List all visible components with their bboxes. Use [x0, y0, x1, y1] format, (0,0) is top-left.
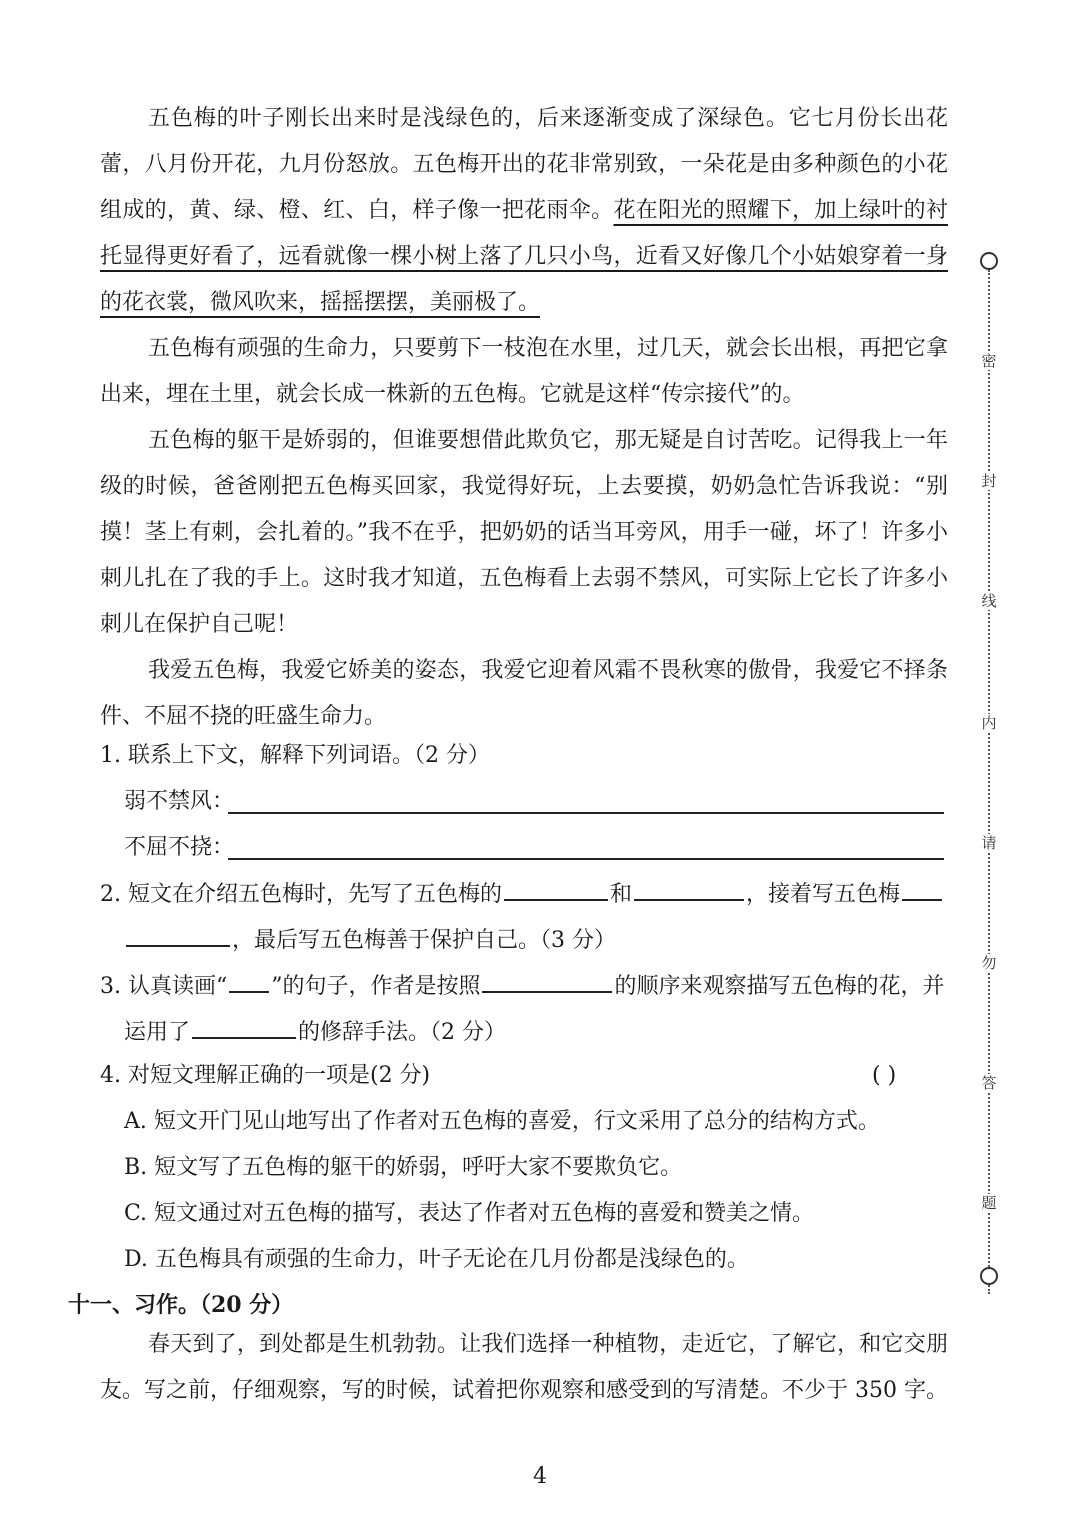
- question-3-text-5: 的修辞手法。（2 分）: [298, 1020, 507, 1045]
- question-3-line-2: [124, 1015, 506, 1048]
- seal-char-4: 内: [978, 714, 1000, 732]
- question-2-text-3: ，接着写五色梅: [746, 882, 901, 907]
- question-4-option-a: A. 短文开门见山地写出了作者对五色梅的喜爱，行文采用了总分的结构方式。: [124, 1109, 880, 1134]
- seal-char-1: 密: [978, 352, 1000, 370]
- seal-circle-top-icon: [980, 252, 998, 270]
- underlined-sentence: 花在阳光的照耀下，加上绿叶的衬托显得更好看了，远看就像一棵小树上落了几只小鸟，近看又好像几个小姑娘穿着一身的花衣裳，微风吹来，摇摇摆摆，美丽极了。: [100, 198, 948, 315]
- passage-paragraph-3: 五色梅的躯干是娇弱的，但谁要想借此欺负它，那无疑是自讨苦吃。记得我上一年级的时候，爸爸刚把五色梅买回家，我觉得好玩，上去要摸，奶奶急忙告诉我说：“别摸！茎上有刺，会扎着的。”我不在乎，把奶奶的话当耳旁风，用手一碰，坏了！许多小刺儿扎在了我的手上。这时我才知道，五色梅看上去弱不禁风，可实际上它长了许多小刺儿在保护自己呢！: [100, 428, 948, 637]
- question-2-blank-1[interactable]: [504, 877, 608, 901]
- section-11-prompt: 春天到了，到处都是生机勃勃。让我们选择一种植物，走近它，了解它，和它交朋友。写之前，仔细观察，写的时候，试着把你观察和感受到的写清楚。不少于 350 字。: [100, 1332, 948, 1403]
- question-3-text-2: ”的句子，作者是按照: [271, 974, 481, 999]
- question-1-term-2: 不屈不挠：: [124, 835, 235, 860]
- seal-char-2: 封: [978, 472, 1000, 490]
- seal-char-6: 勿: [978, 954, 1000, 972]
- seal-char-7: 答: [978, 1074, 1000, 1092]
- question-1-stem: 1. 联系上下文，解释下列词语。（2 分）: [100, 743, 490, 768]
- seal-dotted-line: [988, 270, 990, 1294]
- question-2-blank-3a[interactable]: [902, 877, 942, 901]
- question-2-line-2: [124, 923, 616, 956]
- question-4-stem: 4. 对短文理解正确的一项是(2 分): [100, 1063, 431, 1088]
- seal-circle-bottom-icon: [980, 1267, 998, 1285]
- seal-char-5: 请: [978, 834, 1000, 852]
- question-3-text-4: 运用了: [124, 1020, 191, 1045]
- question-3-text-1: 3. 认真读画“: [100, 974, 228, 999]
- passage-paragraph-1: [100, 96, 948, 326]
- question-3-mark-blank[interactable]: [229, 969, 269, 993]
- question-1-term-1: 弱不禁风：: [124, 789, 235, 814]
- passage-paragraph-4: 我爱五色梅，我爱它娇美的姿态，我爱它迎着风霜不畏秋寒的傲骨，我爱它不择条件、不屈不挠的旺盛生命力。: [100, 658, 948, 729]
- passage-paragraph-2: 五色梅有顽强的生命力，只要剪下一枝泡在水里，过几天，就会长出根，再把它拿出来，埋在土里，就会长成一株新的五色梅。它就是这样“传宗接代”的。: [100, 336, 948, 407]
- question-2-blank-2[interactable]: [634, 877, 744, 901]
- answer-line-term-2[interactable]: [228, 858, 944, 860]
- question-4-answer-bracket[interactable]: ( ): [872, 1063, 897, 1088]
- question-2-text-2: 和: [610, 882, 633, 907]
- answer-line-term-1[interactable]: [228, 812, 944, 814]
- question-4-option-b: B. 短文写了五色梅的躯干的娇弱，呼吁大家不要欺负它。: [124, 1155, 683, 1180]
- question-3-line-1: [100, 969, 945, 1002]
- question-4-option-c: C. 短文通过对五色梅的描写，表达了作者对五色梅的喜爱和赞美之情。: [124, 1201, 815, 1226]
- passage-paragraph-1-plain: 五色梅的叶子刚长出来时是浅绿色的，后来逐渐变成了深绿色。它七月份长出花蕾，八月份开花，九月份怒放。五色梅开出的花非常别致，一朵花是由多种颜色的小花组成的，黄、绿、橙、红、白，样子像一把花雨伞。: [100, 106, 948, 223]
- section-11-heading: 十一、习作。（20 分）: [68, 1292, 294, 1318]
- question-3-blank-rhetoric[interactable]: [192, 1015, 296, 1039]
- page-number: 4: [533, 1464, 547, 1489]
- question-3-text-3: 的顺序来观察描写五色梅的花，并: [614, 974, 945, 999]
- question-3-blank-order[interactable]: [482, 969, 612, 993]
- question-2-blank-3b[interactable]: [126, 923, 230, 947]
- question-2-line-1: [100, 877, 944, 910]
- question-4-option-d: D. 五色梅具有顽强的生命力，叶子无论在几月份都是浅绿色的。: [124, 1247, 749, 1272]
- seal-char-8: 题: [978, 1194, 1000, 1212]
- question-2-text-4: ，最后写五色梅善于保护自己。（3 分）: [232, 928, 616, 953]
- question-2-text-1: 2. 短文在介绍五色梅时，先写了五色梅的: [100, 882, 502, 907]
- seal-char-3: 线: [978, 592, 1000, 610]
